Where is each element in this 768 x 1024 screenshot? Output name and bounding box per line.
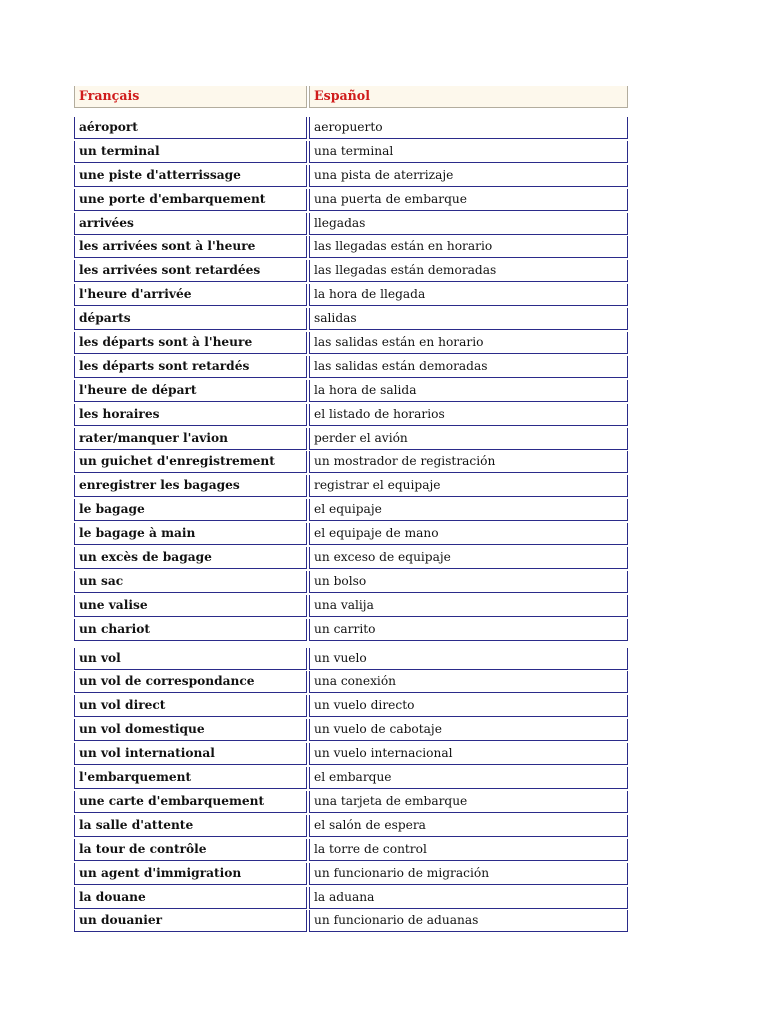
table-row [74, 790, 628, 814]
table-row [74, 742, 628, 766]
header-spanish: Español [309, 86, 628, 108]
vocabulary-group-1 [74, 116, 628, 642]
french-term: rater/manquer l'avion [74, 428, 307, 450]
header-french: Français [74, 86, 307, 108]
table-row [74, 474, 628, 498]
table-header-row [74, 86, 628, 108]
spanish-term: aeropuerto [309, 117, 628, 139]
spanish-term: el listado de horarios [309, 404, 628, 426]
french-term: le bagage à main [74, 523, 307, 545]
spanish-term: el equipaje [309, 499, 628, 521]
spanish-term: el embarque [309, 767, 628, 789]
table-row [74, 307, 628, 331]
french-term: un chariot [74, 619, 307, 641]
french-term: un sac [74, 571, 307, 593]
spanish-term: la hora de salida [309, 380, 628, 402]
spanish-term: las llegadas están demoradas [309, 260, 628, 282]
table-row [74, 212, 628, 236]
spanish-term: las salidas están en horario [309, 332, 628, 354]
table-row [74, 570, 628, 594]
spanish-term: un exceso de equipaje [309, 547, 628, 569]
spanish-term: la aduana [309, 887, 628, 909]
table-row [74, 283, 628, 307]
french-term: un vol direct [74, 695, 307, 717]
french-term: arrivées [74, 213, 307, 235]
french-term: une porte d'embarquement [74, 189, 307, 211]
table-row [74, 522, 628, 546]
french-term: un vol de correspondance [74, 671, 307, 693]
french-term: un guichet d'enregistrement [74, 451, 307, 473]
french-term: le bagage [74, 499, 307, 521]
table-row [74, 694, 628, 718]
table-row [74, 259, 628, 283]
table-row [74, 862, 628, 886]
french-term: les arrivées sont retardées [74, 260, 307, 282]
french-term: enregistrer les bagages [74, 475, 307, 497]
spanish-term: salidas [309, 308, 628, 330]
spanish-term: el salón de espera [309, 815, 628, 837]
spanish-term: perder el avión [309, 428, 628, 450]
spanish-term: registrar el equipaje [309, 475, 628, 497]
table-row [74, 403, 628, 427]
table-row [74, 647, 628, 671]
french-term: un douanier [74, 910, 307, 932]
french-term: les départs sont à l'heure [74, 332, 307, 354]
spanish-term: una terminal [309, 141, 628, 163]
spanish-term: un vuelo de cabotaje [309, 719, 628, 741]
spanish-term: la torre de control [309, 839, 628, 861]
french-term: les départs sont retardés [74, 356, 307, 378]
spanish-term: una conexión [309, 671, 628, 693]
spanish-term: un mostrador de registración [309, 451, 628, 473]
table-row [74, 594, 628, 618]
french-term: les horaires [74, 404, 307, 426]
french-term: l'embarquement [74, 767, 307, 789]
vocabulary-table [74, 86, 628, 933]
table-row [74, 766, 628, 790]
french-term: une piste d'atterrissage [74, 165, 307, 187]
spanish-term: una puerta de embarque [309, 189, 628, 211]
spanish-term: las llegadas están en horario [309, 236, 628, 258]
table-row [74, 670, 628, 694]
table-row [74, 814, 628, 838]
french-term: une valise [74, 595, 307, 617]
spanish-term: las salidas están demoradas [309, 356, 628, 378]
french-term: l'heure de départ [74, 380, 307, 402]
table-row [74, 116, 628, 140]
french-term: un vol [74, 648, 307, 670]
french-term: l'heure d'arrivée [74, 284, 307, 306]
spanish-term: un bolso [309, 571, 628, 593]
table-row [74, 618, 628, 642]
french-term: départs [74, 308, 307, 330]
table-row [74, 546, 628, 570]
table-row [74, 838, 628, 862]
spanish-term: un funcionario de migración [309, 863, 628, 885]
spanish-term: un carrito [309, 619, 628, 641]
french-term: une carte d'embarquement [74, 791, 307, 813]
spanish-term: la hora de llegada [309, 284, 628, 306]
table-row [74, 498, 628, 522]
table-row [74, 188, 628, 212]
spanish-term: el equipaje de mano [309, 523, 628, 545]
french-term: la douane [74, 887, 307, 909]
spanish-term: llegadas [309, 213, 628, 235]
table-row [74, 331, 628, 355]
table-row [74, 379, 628, 403]
spanish-term: un vuelo directo [309, 695, 628, 717]
spanish-term: una tarjeta de embarque [309, 791, 628, 813]
spanish-term: una valija [309, 595, 628, 617]
french-term: un vol domestique [74, 719, 307, 741]
french-term: un vol international [74, 743, 307, 765]
table-row [74, 164, 628, 188]
spanish-term: un vuelo [309, 648, 628, 670]
table-row [74, 886, 628, 910]
table-row [74, 355, 628, 379]
french-term: aéroport [74, 117, 307, 139]
french-term: la salle d'attente [74, 815, 307, 837]
french-term: un excès de bagage [74, 547, 307, 569]
table-row [74, 427, 628, 451]
table-row [74, 450, 628, 474]
vocabulary-group-2 [74, 647, 628, 934]
spanish-term: una pista de aterrizaje [309, 165, 628, 187]
french-term: les arrivées sont à l'heure [74, 236, 307, 258]
french-term: un agent d'immigration [74, 863, 307, 885]
french-term: un terminal [74, 141, 307, 163]
french-term: la tour de contrôle [74, 839, 307, 861]
spanish-term: un vuelo internacional [309, 743, 628, 765]
spanish-term: un funcionario de aduanas [309, 910, 628, 932]
table-row [74, 718, 628, 742]
table-row [74, 235, 628, 259]
table-row [74, 140, 628, 164]
table-row [74, 909, 628, 933]
